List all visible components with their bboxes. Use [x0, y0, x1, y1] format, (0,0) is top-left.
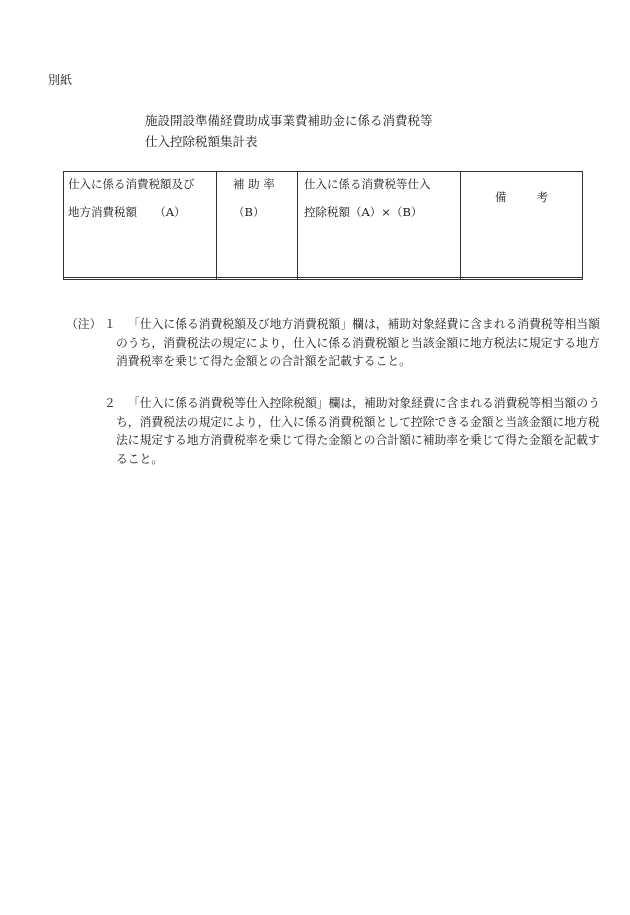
header-remarks-char1: 備	[495, 190, 507, 204]
data-cell-remarks[interactable]	[461, 277, 583, 279]
note-text-1: 「仕入に係る消費税額及び地方消費税額」欄は，補助対象経費に含まれる消費税等相当額のうち，消費税法の規定により，仕入に係る消費税額と当該金額に地方税法に規定する地方消費税率を乗じて得た金額との合計額を記載すること。	[116, 317, 600, 368]
note-number-2: ２	[104, 396, 116, 410]
header-subsidy-rate-line1: 補 助 率	[233, 177, 275, 191]
header-deduction-line2: 控除税額（A）×（B）	[304, 205, 423, 219]
note-number-1: １	[104, 317, 116, 331]
header-cell-remarks	[461, 172, 583, 278]
title-line-2: 仕入控除税額集計表	[145, 134, 258, 149]
header-remarks-char2: 考	[536, 190, 548, 204]
table-data-row	[64, 277, 583, 279]
header-cell-tax-amount	[64, 172, 217, 278]
header-cell-subsidy-rate	[217, 172, 298, 278]
note-text-2: 「仕入に係る消費税等仕入控除税額」欄は，補助対象経費に含まれる消費税等相当額のうち，消費税法の規定により，仕入に係る消費税額として控除できる金額と当該金額に地方税法に規定する地方消費税率を乗じて得た金額との合計額に補助率を乗じて得た金額を記載すること。	[116, 396, 600, 466]
header-cell-deduction	[298, 172, 461, 278]
attachment-label: 別紙	[48, 73, 73, 87]
data-cell-subsidy-rate[interactable]	[217, 277, 298, 279]
table-header-row	[64, 172, 583, 278]
data-cell-tax-amount[interactable]	[64, 277, 217, 279]
document-title	[145, 110, 433, 152]
notes-prefix: （注）	[66, 317, 102, 331]
header-subsidy-rate-line2: （B）	[233, 205, 265, 219]
header-tax-amount-line2: 地方消費税額 （A）	[68, 205, 186, 219]
header-tax-amount-line1: 仕入に係る消費税額及び	[68, 177, 195, 191]
data-cell-deduction[interactable]	[298, 277, 461, 279]
title-line-1: 施設開設準備経費助成事業費補助金に係る消費税等	[145, 113, 433, 128]
header-deduction-line1: 仕入に係る消費税等仕入	[304, 177, 431, 191]
tax-summary-table	[63, 171, 583, 280]
